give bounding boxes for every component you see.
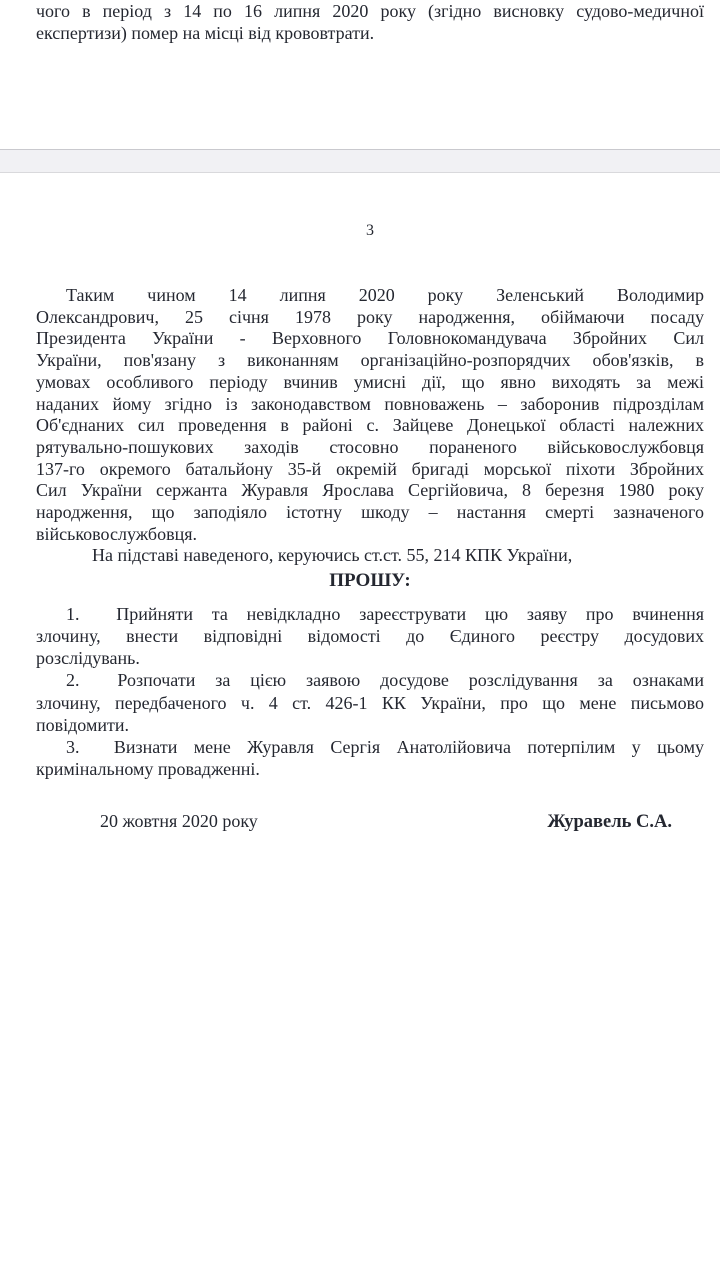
paragraph-line: Президента України - Верховного Головнокомандувача Збройних Сил	[36, 328, 704, 349]
statement-paragraph	[36, 285, 704, 545]
page-number: 3	[366, 222, 374, 239]
petition-item-1	[36, 603, 704, 670]
signature-name: Журавель С.А.	[547, 812, 672, 832]
paragraph-line: Сил України сержанта Журавля Ярослава Сергійовича, 8 березня 1980 року	[36, 480, 704, 501]
petition-item-line: злочину, передбаченого ч. 4 ст. 426-1 КК України, про що мене письмово	[36, 692, 704, 713]
paragraph-line: чого в період з 14 по 16 липня 2020 року (згідно висновку судово-медичної	[36, 1, 704, 21]
paragraph-line: рятувально-пошукових заходів стосовно пораненого військовослужбовця	[36, 436, 704, 457]
petition-item-line: 2. Розпочати за цією заявою досудове розслідування за ознаками	[66, 670, 704, 691]
paragraph-line: Таким чином 14 липня 2020 року Зеленський Володимир	[66, 285, 704, 305]
legal-basis-line: На підставі наведеного, керуючись ст.ст. 55, 214 КПК України,	[92, 545, 573, 566]
page3-region	[36, 285, 704, 780]
paragraph-line: умовах особливого періоду вчинив умисні дії, що явно виходять за межі	[36, 371, 704, 392]
paragraph-line: наданих йому згідно із законодавством повноважень – заборонив підрозділам	[36, 393, 704, 414]
petition-item-line: розслідувань.	[36, 648, 140, 669]
paragraph-line: 137-го окремого батальйону 35-й окремій бригаді морської піхоти Збройних	[36, 458, 704, 479]
paragraph-line: України, пов'язану з виконанням організаційно-розпорядчих обов'язків, в	[36, 350, 704, 371]
signature-date: 20 жовтня 2020 року	[100, 811, 258, 831]
paragraph-line: експертизи) помер на місці від крововтрати.	[36, 22, 375, 43]
petition-heading: ПРОШУ:	[329, 570, 411, 592]
paragraph-line: Об'єднаних сил проведення в районі с. Зайцеве Донецької області належних	[36, 415, 704, 436]
petition-item-line: 1. Прийняти та невідкладно зареєструвати цю заяву про вчинення	[66, 603, 704, 624]
petition-items	[36, 603, 704, 781]
page2-bottom-region	[36, 1, 704, 45]
petition-item-line: злочину, внести відповідні відомості до Єдиного реєстру досудових	[36, 626, 704, 647]
petition-item-line: повідомити.	[36, 714, 129, 735]
page-separator	[0, 149, 720, 173]
petition-item-3	[36, 736, 704, 780]
paragraph-line: народження, що заподіяло істотну шкоду – настання смерті зазначеного	[36, 502, 704, 523]
petition-item-line: кримінальному провадженні.	[36, 759, 260, 780]
paragraph-line: Олександрович, 25 січня 1978 року народження, обіймаючи посаду	[36, 306, 704, 327]
signature-row	[36, 810, 704, 833]
petition-item-2	[36, 669, 704, 736]
paragraph-line: військовослужбовця.	[36, 523, 197, 544]
petition-item-line: 3. Визнати мене Журавля Сергія Анатолійовича потерпілим у цьому	[66, 737, 704, 758]
